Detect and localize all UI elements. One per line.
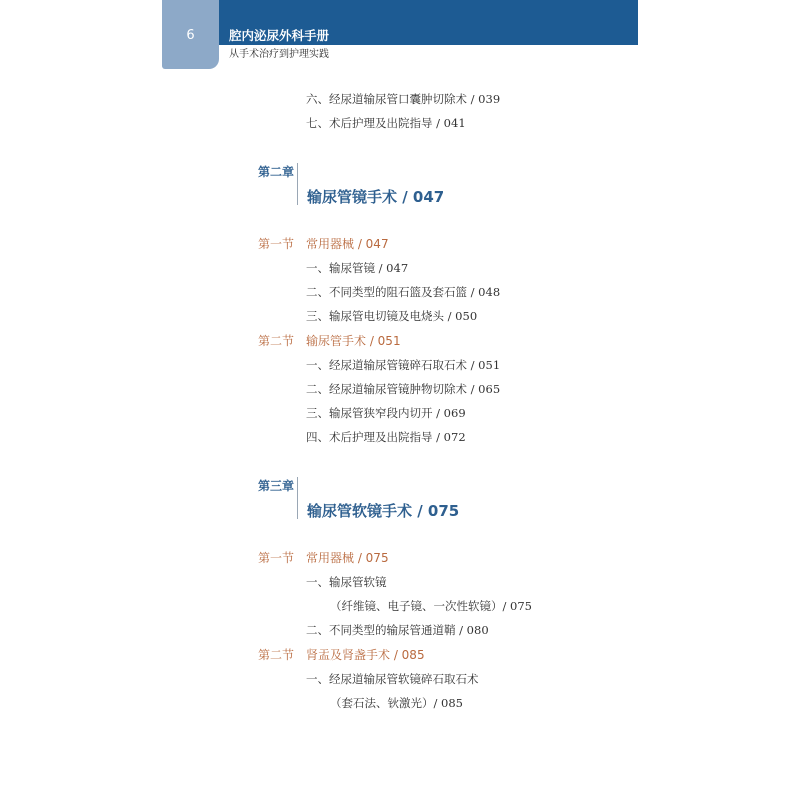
chapter-title: 输尿管软镜手术 / 075 [307,502,460,520]
toc-item: 四、术后护理及出院指导 / 072 [306,430,466,444]
toc-item: 一、经尿道输尿管镜碎石取石术 / 051 [306,358,501,372]
toc-item: 六、经尿道输尿管口囊肿切除术 / 039 [306,92,501,106]
section-heading [258,646,425,663]
section-title: 输尿管手术 / 051 [306,334,401,348]
book-subtitle: 从手术治疗到护理实践 [229,49,329,60]
section-heading [258,549,389,566]
toc-item-continuation: （套石法、钬激光）/ 085 [330,696,463,710]
chapter-divider [297,477,298,519]
section-heading [258,332,401,349]
page-number: 6 [186,28,195,43]
toc-item: 二、经尿道输尿管镜肿物切除术 / 065 [306,382,501,396]
section-title: 肾盂及肾盏手术 / 085 [306,648,425,662]
section-number: 第一节 [258,237,295,251]
section-title: 常用器械 / 075 [306,551,389,565]
toc-item: 七、术后护理及出院指导 / 041 [306,116,466,130]
book-title: 腔内泌尿外科手册 [229,28,330,43]
section-number: 第一节 [258,551,295,565]
section-number: 第二节 [258,334,295,348]
toc-item: 一、输尿管镜 / 047 [306,261,409,275]
chapter-label: 第三章 [258,479,295,493]
chapter-divider [297,163,298,205]
toc-item: 二、不同类型的输尿管通道鞘 / 080 [306,623,489,637]
toc-item: 三、输尿管电切镜及电烧头 / 050 [306,309,478,323]
toc-item: 一、经尿道输尿管软镜碎石取石术 [306,672,479,686]
section-heading [258,235,389,252]
toc-item: 三、输尿管狭窄段内切开 / 069 [306,406,466,420]
section-title: 常用器械 / 047 [306,237,389,251]
toc-item-continuation: （纤维镜、电子镜、一次性软镜）/ 075 [330,599,532,613]
chapter-label: 第二章 [258,165,295,179]
section-number: 第二节 [258,648,295,662]
toc-item: 二、不同类型的阻石篮及套石篮 / 048 [306,285,501,299]
toc-item: 一、输尿管软镜 [306,575,387,589]
chapter-title: 输尿管镜手术 / 047 [307,188,445,206]
